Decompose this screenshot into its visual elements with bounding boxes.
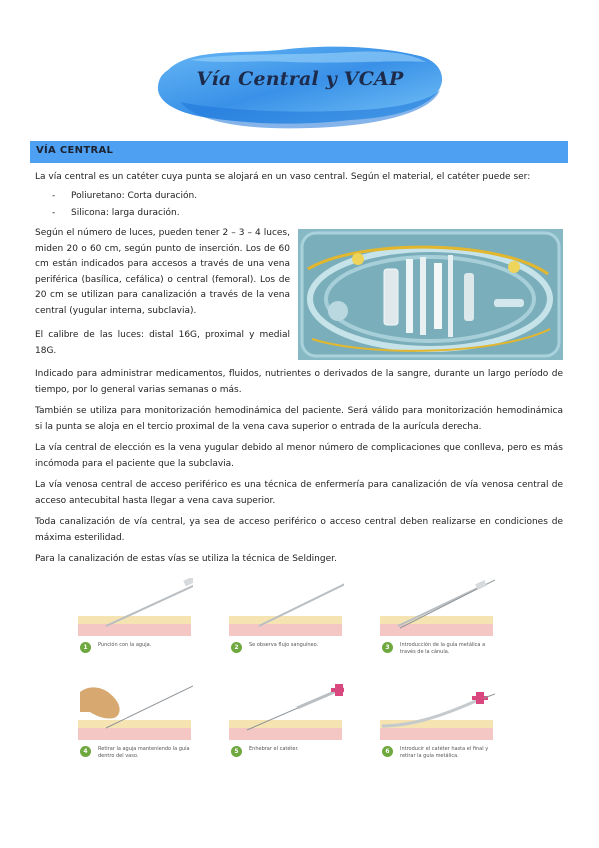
calibre-paragraph: El calibre de las luces: distal 16G, proximal y medial 18G. xyxy=(35,330,290,356)
seldinger-steps-figure xyxy=(76,578,496,783)
paragraph-indication: Indicado para administrar medicamentos, fluidos, nutrientes o derivados de la sangre, durante un largo período de tiempo, por lo general varias semanas o más. xyxy=(35,369,563,395)
step-5 xyxy=(227,682,344,780)
step-4 xyxy=(76,682,193,780)
bullet-dash: - xyxy=(52,191,56,201)
step-number: 2 xyxy=(231,642,242,653)
step-caption: Introducción de la guía metálica a través de la cánula. xyxy=(400,642,486,655)
list-item-text: Silicona: larga duración. xyxy=(71,208,180,218)
step-2 xyxy=(227,578,344,676)
step-6 xyxy=(378,682,495,780)
step-caption: Retirar la aguja manteniendo la guía dentro del vaso. xyxy=(98,746,190,759)
step-number: 1 xyxy=(80,642,91,653)
step-number: 4 xyxy=(80,746,91,757)
step-caption: Se observa flujo sanguíneo. xyxy=(249,642,319,648)
step-caption: Enhebrar el catéter. xyxy=(249,746,299,752)
title-banner xyxy=(150,40,450,132)
paragraph-choice: La vía central de elección es la vena yugular debido al menor número de complicaciones que conlleva, pero es más incómoda para el paciente que la subclavia. xyxy=(35,443,563,469)
section-header-label: VÍA CENTRAL xyxy=(36,145,114,156)
bullet-dash: - xyxy=(52,208,56,218)
lumens-paragraph: Según el número de luces, pueden tener 2 – 3 – 4 luces, miden 20 o 60 cm, según punto de inserción. Los de 60 cm están indicados para accesos a través de una vena periférica (basílica, cefálica) o central (femoral). Los de 20 cm se utilizan para canalización a través de la vena central (yugular interna, subclavia). xyxy=(35,228,290,316)
step-1 xyxy=(76,578,193,676)
step-number: 5 xyxy=(231,746,242,757)
section-header xyxy=(30,141,568,163)
step-3 xyxy=(378,578,495,676)
paragraph-seldinger: Para la canalización de estas vías se utiliza la técnica de Seldinger. xyxy=(35,554,337,564)
page-title: Vía Central y VCAP xyxy=(196,68,404,90)
step-caption: Introducir el catéter hasta el final y retirar la guía metálica. xyxy=(400,746,489,759)
step-caption: Punción con la aguja. xyxy=(98,642,152,648)
intro-paragraph: La vía central es un catéter cuya punta se alojará en un vaso central. Según el material, el catéter puede ser: xyxy=(35,172,531,182)
step-number: 6 xyxy=(382,746,393,757)
list-item xyxy=(52,208,180,218)
list-item xyxy=(52,191,197,201)
step-number: 3 xyxy=(382,642,393,653)
catheter-kit-photo xyxy=(298,229,563,360)
list-item-text: Poliuretano: Corta duración. xyxy=(71,191,198,201)
paragraph-monitoring: También se utiliza para monitorización hemodinámica del paciente. Será válido para monitorización hemodinámica si la punta se aloja en el tercio proximal de la vena cava superior o entrada de la aurícula derecha. xyxy=(35,406,563,432)
paragraph-sterility: Toda canalización de vía central, ya sea de acceso periférico o acceso central deben realizarse en condiciones de máxima esterilidad. xyxy=(35,517,563,543)
paragraph-peripheral: La vía venosa central de acceso periférico es una técnica de enfermería para canalización de vía venosa central de acceso antecubital hasta llegar a vena cava superior. xyxy=(35,480,563,506)
